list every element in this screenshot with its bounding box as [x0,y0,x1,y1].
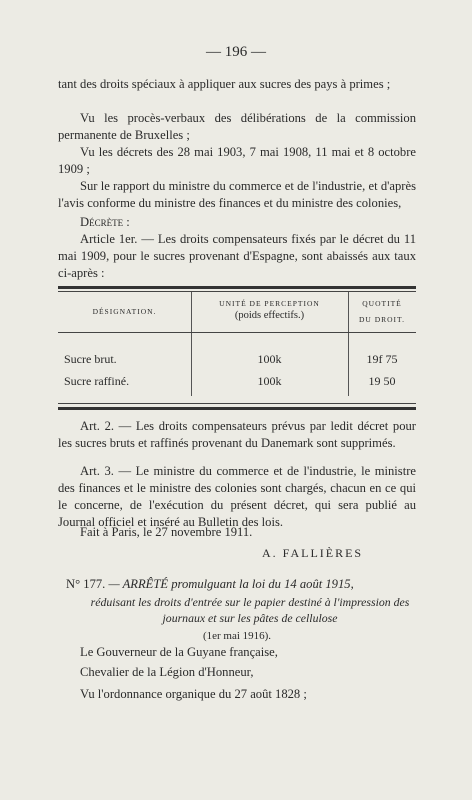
chevalier-line: Chevalier de la Légion d'Honneur, [80,665,254,679]
table-row-quotite: 19f 75 [366,352,398,366]
decrete-heading: Décrète : [80,215,130,229]
header-quotite-sub: DU DROIT. [359,315,405,324]
table-header-rule [58,332,416,333]
signature: A. FALLIÈRES [262,546,364,560]
table-row-unite: 100k [257,374,282,388]
header-unite-sub: (poids effectifs.) [234,310,305,321]
article-2: Art. 2. — Les droits compensateurs prévus par ledit décret pour les sucres bruts et raffinés provenant du Danemark sont supprimés. [58,419,416,450]
header-designation: DÉSIGNATION. [92,307,157,316]
page-number: — 196 — [206,44,266,60]
fait-a-paris: Fait à Paris, le 27 novembre 1911. [80,525,253,539]
table-row-designation: Sucre raffiné. [64,374,130,388]
article-3: Art. 3. — Le ministre du commerce et de l'industrie, le ministre des finances et le ministre des colonies sont chargés, chacun en ce qui le concerne, de l'exécution du présent décret, qui sera publié au Journal officiel et inséré au Bulletin des lois. [58,464,416,529]
arrete-title [66,576,416,593]
table-bottom-rule-thin [58,403,416,404]
gouverneur-line: Le Gouverneur de la Guyane française, [80,645,278,659]
table-row-quotite: 19 50 [368,374,396,388]
header-quotite: QUOTITÉ [362,299,402,308]
vu-ordonnance: Vu l'ordonnance organique du 27 août 1828 ; [80,687,307,701]
table-bottom-rule [58,407,416,410]
arrete-date: (1er mai 1916). [202,630,272,642]
table-top-rule [58,286,416,289]
table-row-unite: 100k [257,352,282,366]
paragraph-rapport: Sur le rapport du ministre du commerce et de l'industrie, et d'après l'avis conforme du ministre des finances et du ministre des colonies, [58,179,416,210]
header-unite: UNITÉ DE PERCEPTION [219,299,320,308]
paragraph-primes: tant des droits spéciaux à appliquer aux sucres des pays à primes ; [58,77,391,91]
arrete-number: N° 177. [66,577,106,591]
table-top-rule-thin [58,291,416,292]
arrete-subtitle: réduisant les droits d'entrée sur le papier destiné à l'impression des journaux et sur les pâtes de cellulose [90,595,410,625]
table-row-designation: Sucre brut. [64,352,117,366]
article-1: Article 1er. — Les droits compensateurs fixés par le décret du 11 mai 1909, pour le sucres provenant d'Espagne, sont abaissés aux taux ci-après : [58,232,416,280]
paragraph-decrets: Vu les décrets des 28 mai 1903, 7 mai 1908, 11 mai et 8 octobre 1909 ; [58,145,416,176]
arrete-title-line1: — ARRÊTÉ promulguant la loi du 14 août 1915, [108,577,354,591]
paragraph-proces-verbaux: Vu les procès-verbaux des délibérations de la commission permanente de Bruxelles ; [58,111,416,142]
